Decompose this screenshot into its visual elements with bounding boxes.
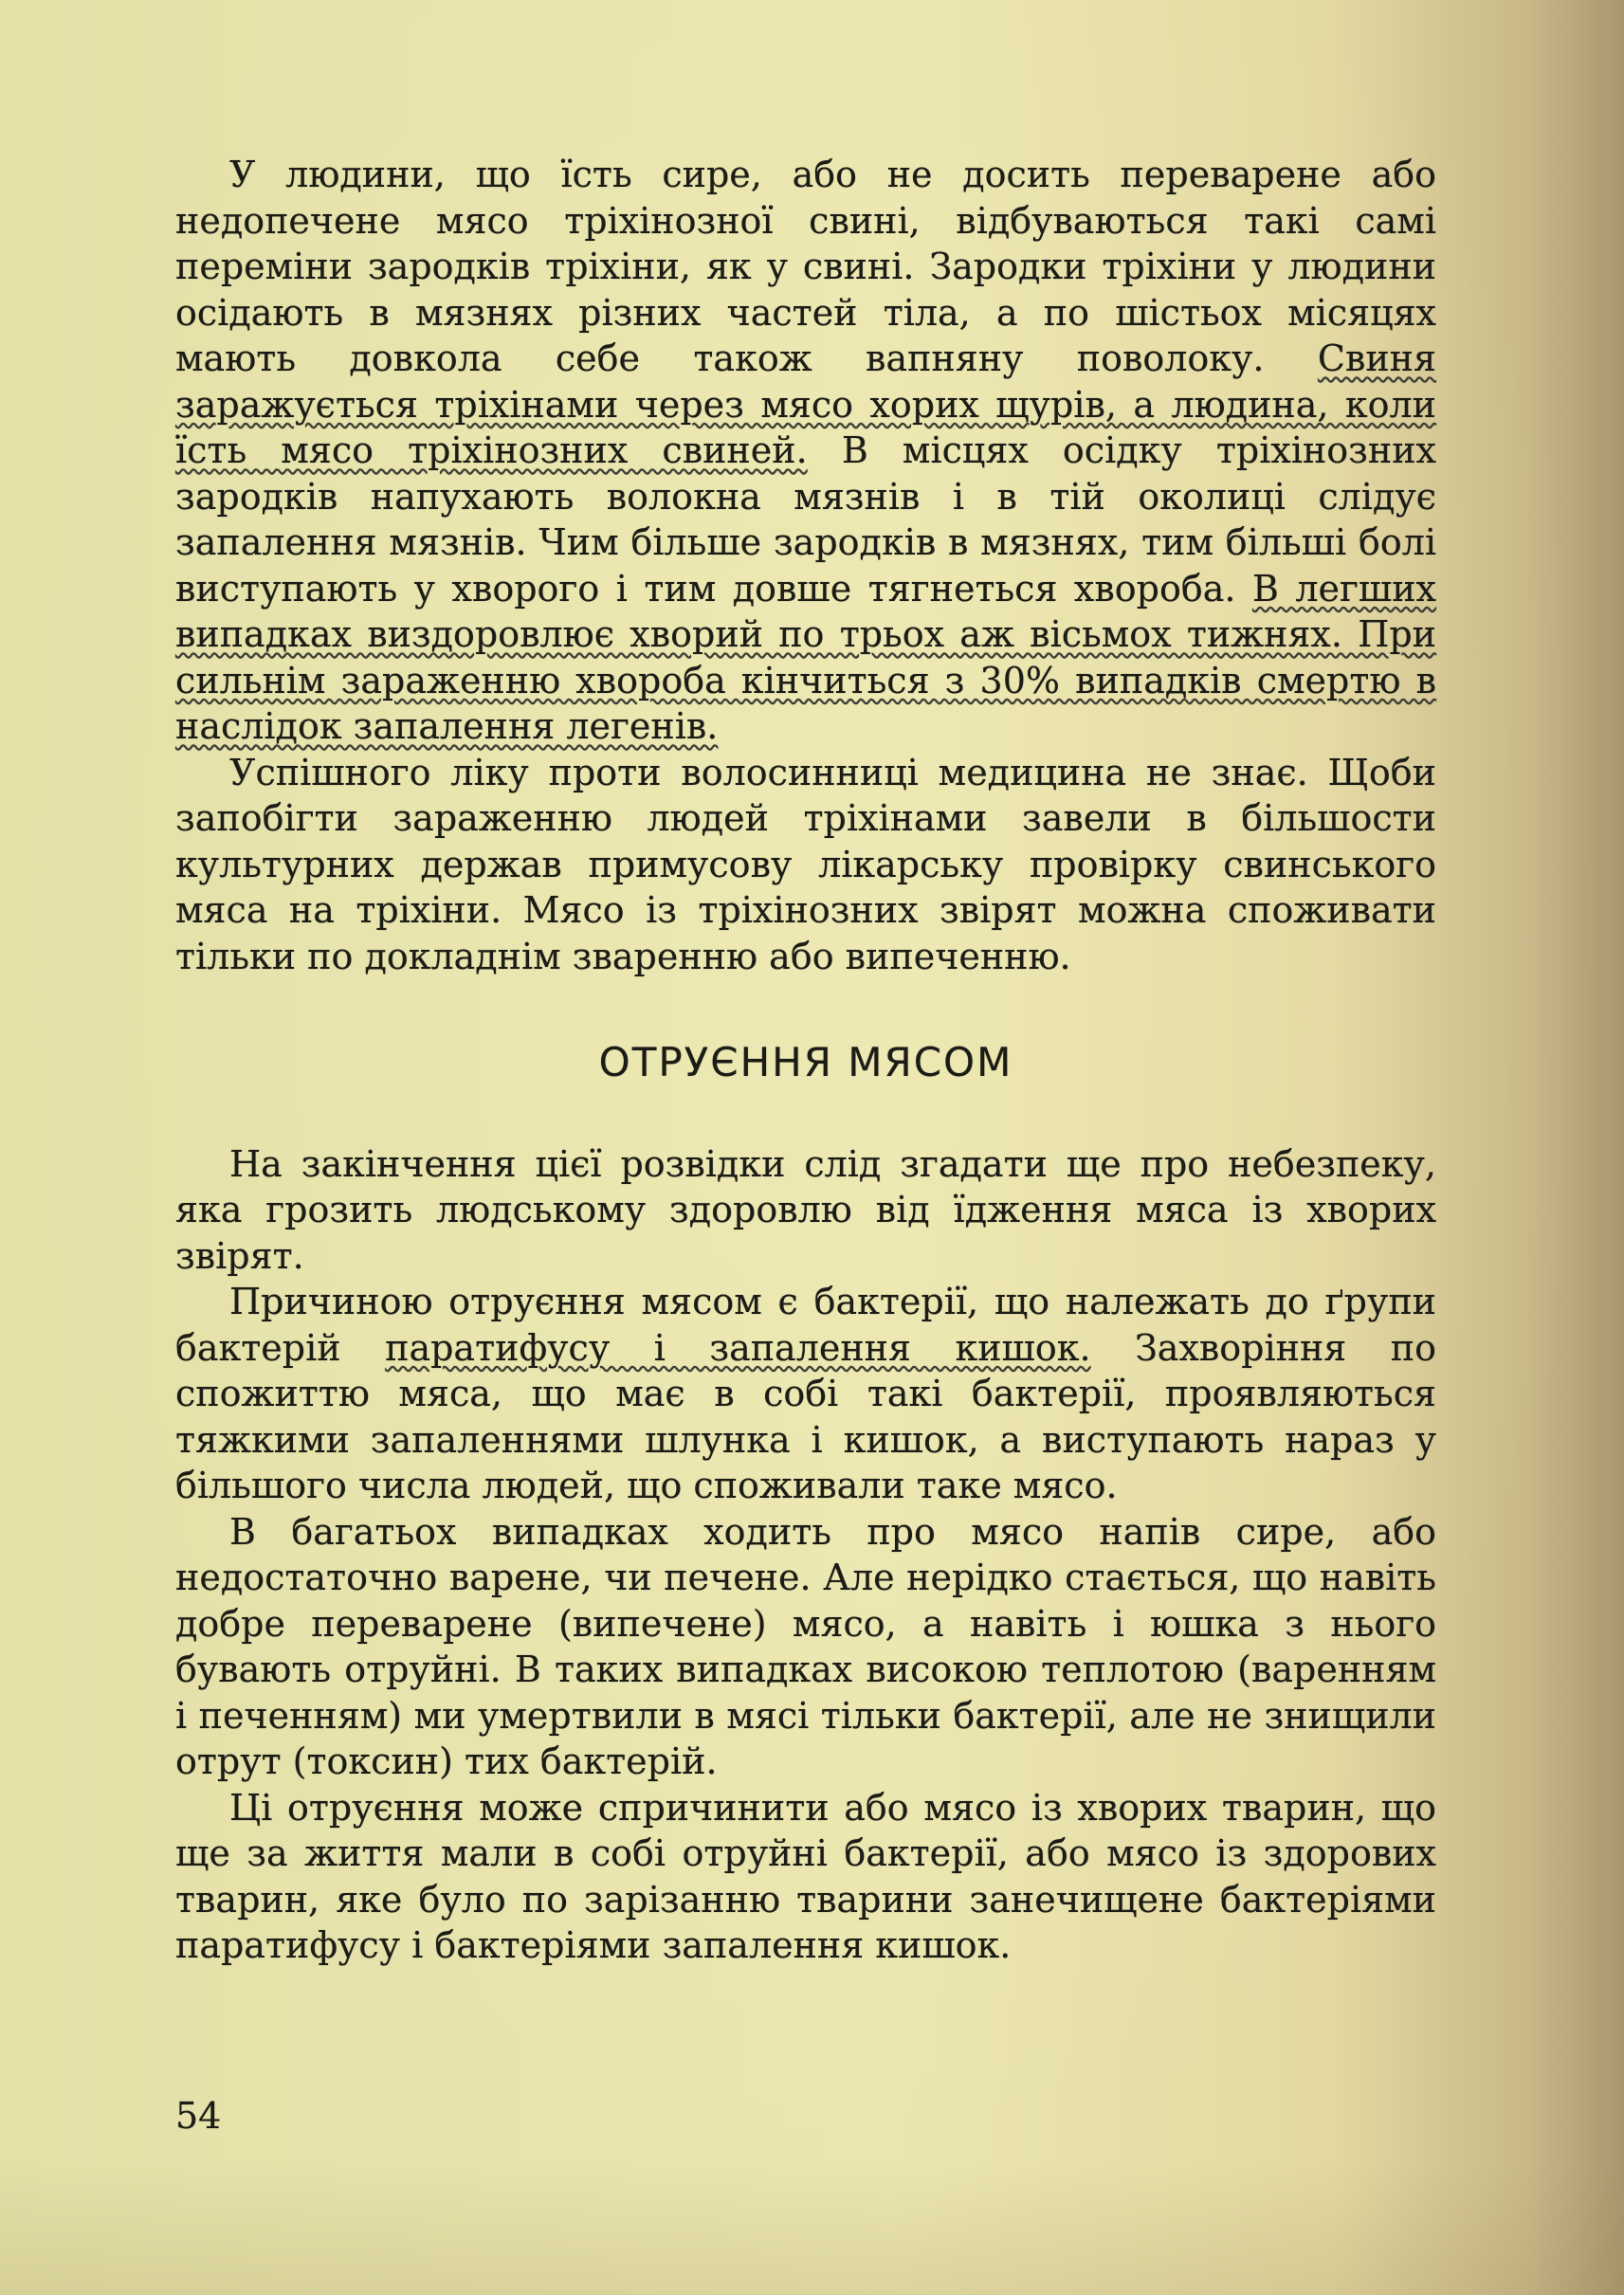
section-heading: ОТРУЄННЯ МЯСОМ (598, 1039, 1013, 1085)
underlined-passage: В легших випадках виздоровлює хворий по трьох аж вісьмох тижнях. При сильнім зараженню хвороба кінчиться з 30% випадків смертю в наслідок запалення легенів. (175, 567, 1436, 747)
paragraph-intro: На закінчення цієї розвідки слід згадати ще про небезпеку, яка грозить людському здоровлю від їдження мяса із хворих звірят. (175, 1142, 1436, 1277)
page-body (175, 152, 1436, 1969)
paragraph-text: Причиною отруєння мясом є бактерії, що належать до ґрупи бактерій (175, 1281, 1436, 1369)
paragraph-causes (175, 1279, 1436, 1509)
underlined-passage: Свиня заражується тріхінами через мясо хорих щурів, а людина, коли їсть мясо тріхінозних свиней. (175, 337, 1436, 471)
paragraph-sources: Ці отруєння може спричинити або мясо із хворих тварин, що ще за життя мали в собі отруйні бактерії, або мясо із здорових тварин, яке було по зарізанню тварини занечищене бактеріями паратифусу і бактеріями запалення кишок. (175, 1786, 1436, 1966)
page-number: 54 (175, 2095, 222, 2137)
paragraph-text: В місцях осідку тріхінозних зародків напухають волокна мязнів і в тій околиці слідує запалення мязнів. Чим більше зародків в мязнях, тим більші болі виступають у хворого і тим довше тягнеться хвороба. (175, 429, 1436, 610)
paragraph-trichinosis-humans (175, 152, 1436, 750)
paragraph-text: Захворіння по спожиттю мяса, що має в собі такі бактерії, проявляються тяжкими запаленнями шлунка і кишок, а виступають нараз у більшого числа людей, що споживали таке мясо. (175, 1326, 1436, 1506)
underlined-passage: паратифусу і запалення кишок. (385, 1326, 1091, 1369)
paragraph-text: У людини, що їсть сире, або не досить переварене або недопечене мясо тріхінозної свині, відбуваються такі самі переміни зародків тріхіни, як у свині. Зародки тріхіни у людини осідають в мязнях різних частей тіла, а по шістьох місяцях мають довкола себе також вапняну поволоку. (175, 154, 1436, 379)
paragraph-cases: В багатьох випадках ходить про мясо напів сире, або недостаточно варене, чи печене. Але нерідко стається, що навіть добре переварене (випечене) мясо, а навіть і юшка з нього бувають отруйні. В таких випадках високою теплотою (варенням і печенням) ми умертвили в мясі тільки бактерії, але не знищили отрут (токсин) тих бактерій. (175, 1510, 1436, 1782)
paragraph-treatment: Успішного ліку проти волосинниці медицина не знає. Щоби запобігти зараженню людей тріхінами завели в більшости культурних держав примусову лікарську провірку свинського мяса на тріхіни. Мясо із тріхінозних звірят можна споживати тільки по докладнім зваренню або випеченню. (175, 751, 1436, 977)
